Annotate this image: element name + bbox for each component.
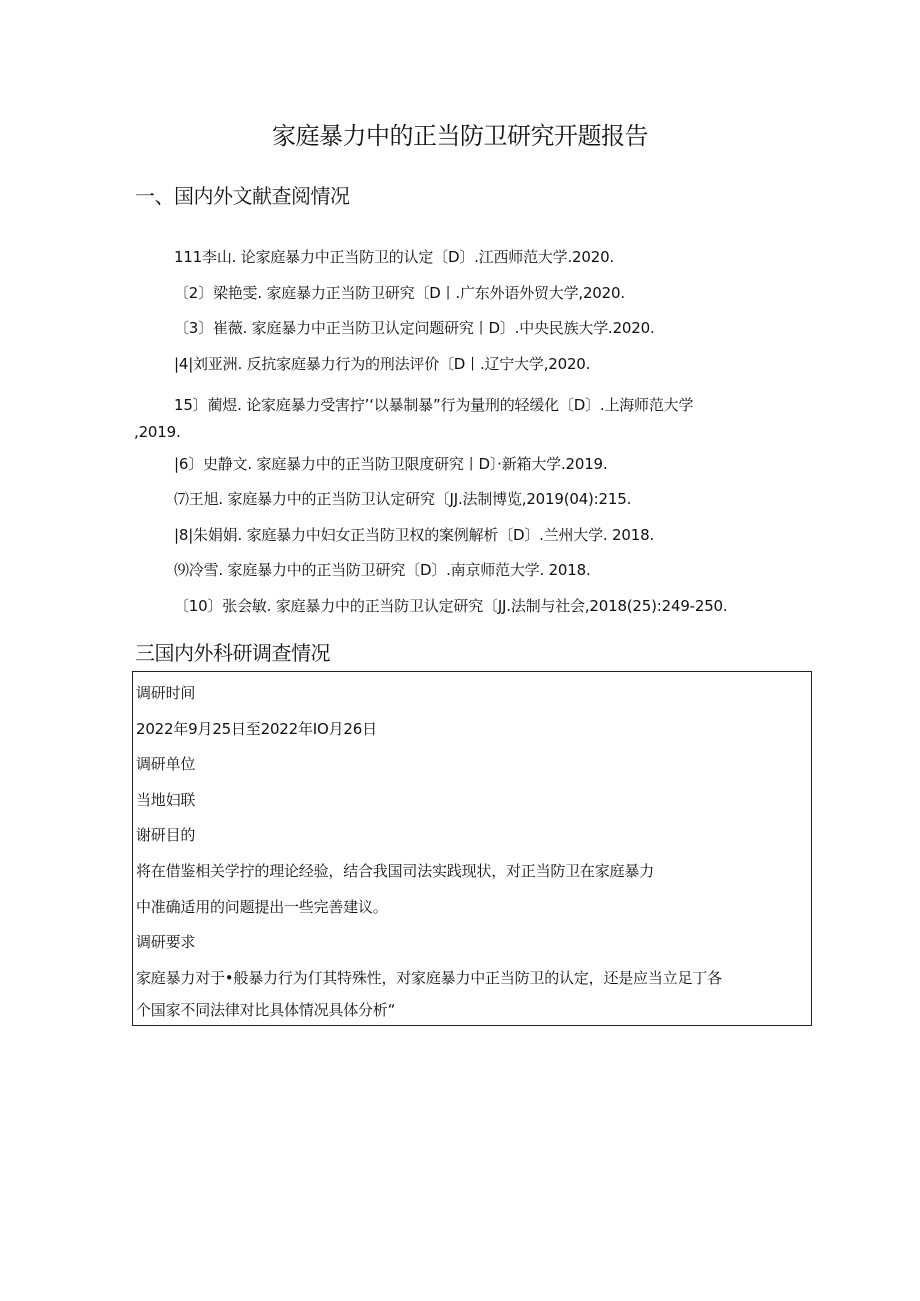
reference-item: 〔3〕崔薇. 家庭暴力中正当防卫认定问题研究丨D〕.中央民族大学.2020. [174, 319, 655, 337]
document-title: 家庭暴力中的正当防卫研究开题报告 [272, 122, 648, 150]
section-heading-literature: 一、国内外文献查阅情况 [135, 184, 350, 208]
survey-unit-value: 当地妇联 [136, 791, 196, 809]
survey-purpose-text: 将在借鉴相关学拧的理论经验，结合我国司法实践现状，对正当防卫在家庭暴力 [136, 862, 655, 880]
survey-requirement-text: 个国家不同法律对比具体情况具体分析“ [136, 1001, 396, 1019]
reference-item: 15〕蔺煜. 论家庭暴力受害拧’‘以暴制暴”行为量刑的轻缓化〔D〕.上海师范大学 [174, 396, 694, 414]
reference-item: 〔10〕张会敏. 家庭暴力中的正当防卫认定研究〔JJ.法制与社会,2018(25):249-250. [174, 597, 728, 615]
reference-item-continuation: ,2019. [134, 423, 181, 441]
survey-time-value: 2022年9月25日至2022年IO月26日 [136, 720, 377, 738]
survey-requirement-label: 调研要求 [136, 933, 196, 951]
survey-purpose-label: 谢研目的 [136, 826, 196, 844]
survey-unit-label: 调研单位 [136, 755, 196, 773]
survey-time-label: 调研时间 [136, 684, 196, 702]
reference-item: ⑼冷雪. 家庭暴力中的正当防卫研究〔D〕.南京师范大学. 2018. [174, 561, 591, 579]
reference-item: 〔2〕梁艳雯. 家庭暴力正当防卫研究〔D丨.广东外语外贸大学,2020. [174, 284, 625, 302]
survey-purpose-text: 中准确适用的问题提出一些完善建议。 [136, 898, 388, 916]
survey-table [132, 671, 812, 1026]
reference-item: 111李山. 论家庭暴力中正当防卫的认定〔D〕.江西师范大学.2020. [174, 248, 614, 266]
reference-item: |8|朱娟娟. 家庭暴力中妇女正当防卫权的案例解析〔D〕.兰州大学. 2018. [174, 526, 654, 544]
reference-item: |4|刘亚洲. 反抗家庭暴力行为的刑法评价〔D丨.辽宁大学,2020. [174, 355, 591, 373]
reference-item: |6〕史静文. 家庭暴力中的正当防卫限度研究丨D〕·新箱大学.2019. [174, 455, 608, 473]
survey-requirement-text: 家庭暴力对于•般暴力行为仃其特殊性，对家庭暴力中正当防卫的认定，还是应当立足丁各 [136, 969, 722, 987]
section-heading-survey: 三国内外科研调查情况 [135, 641, 330, 665]
reference-item: ⑺王旭. 家庭暴力中的正当防卫认定研究〔JJ.法制博览,2019(04):215. [174, 490, 632, 508]
